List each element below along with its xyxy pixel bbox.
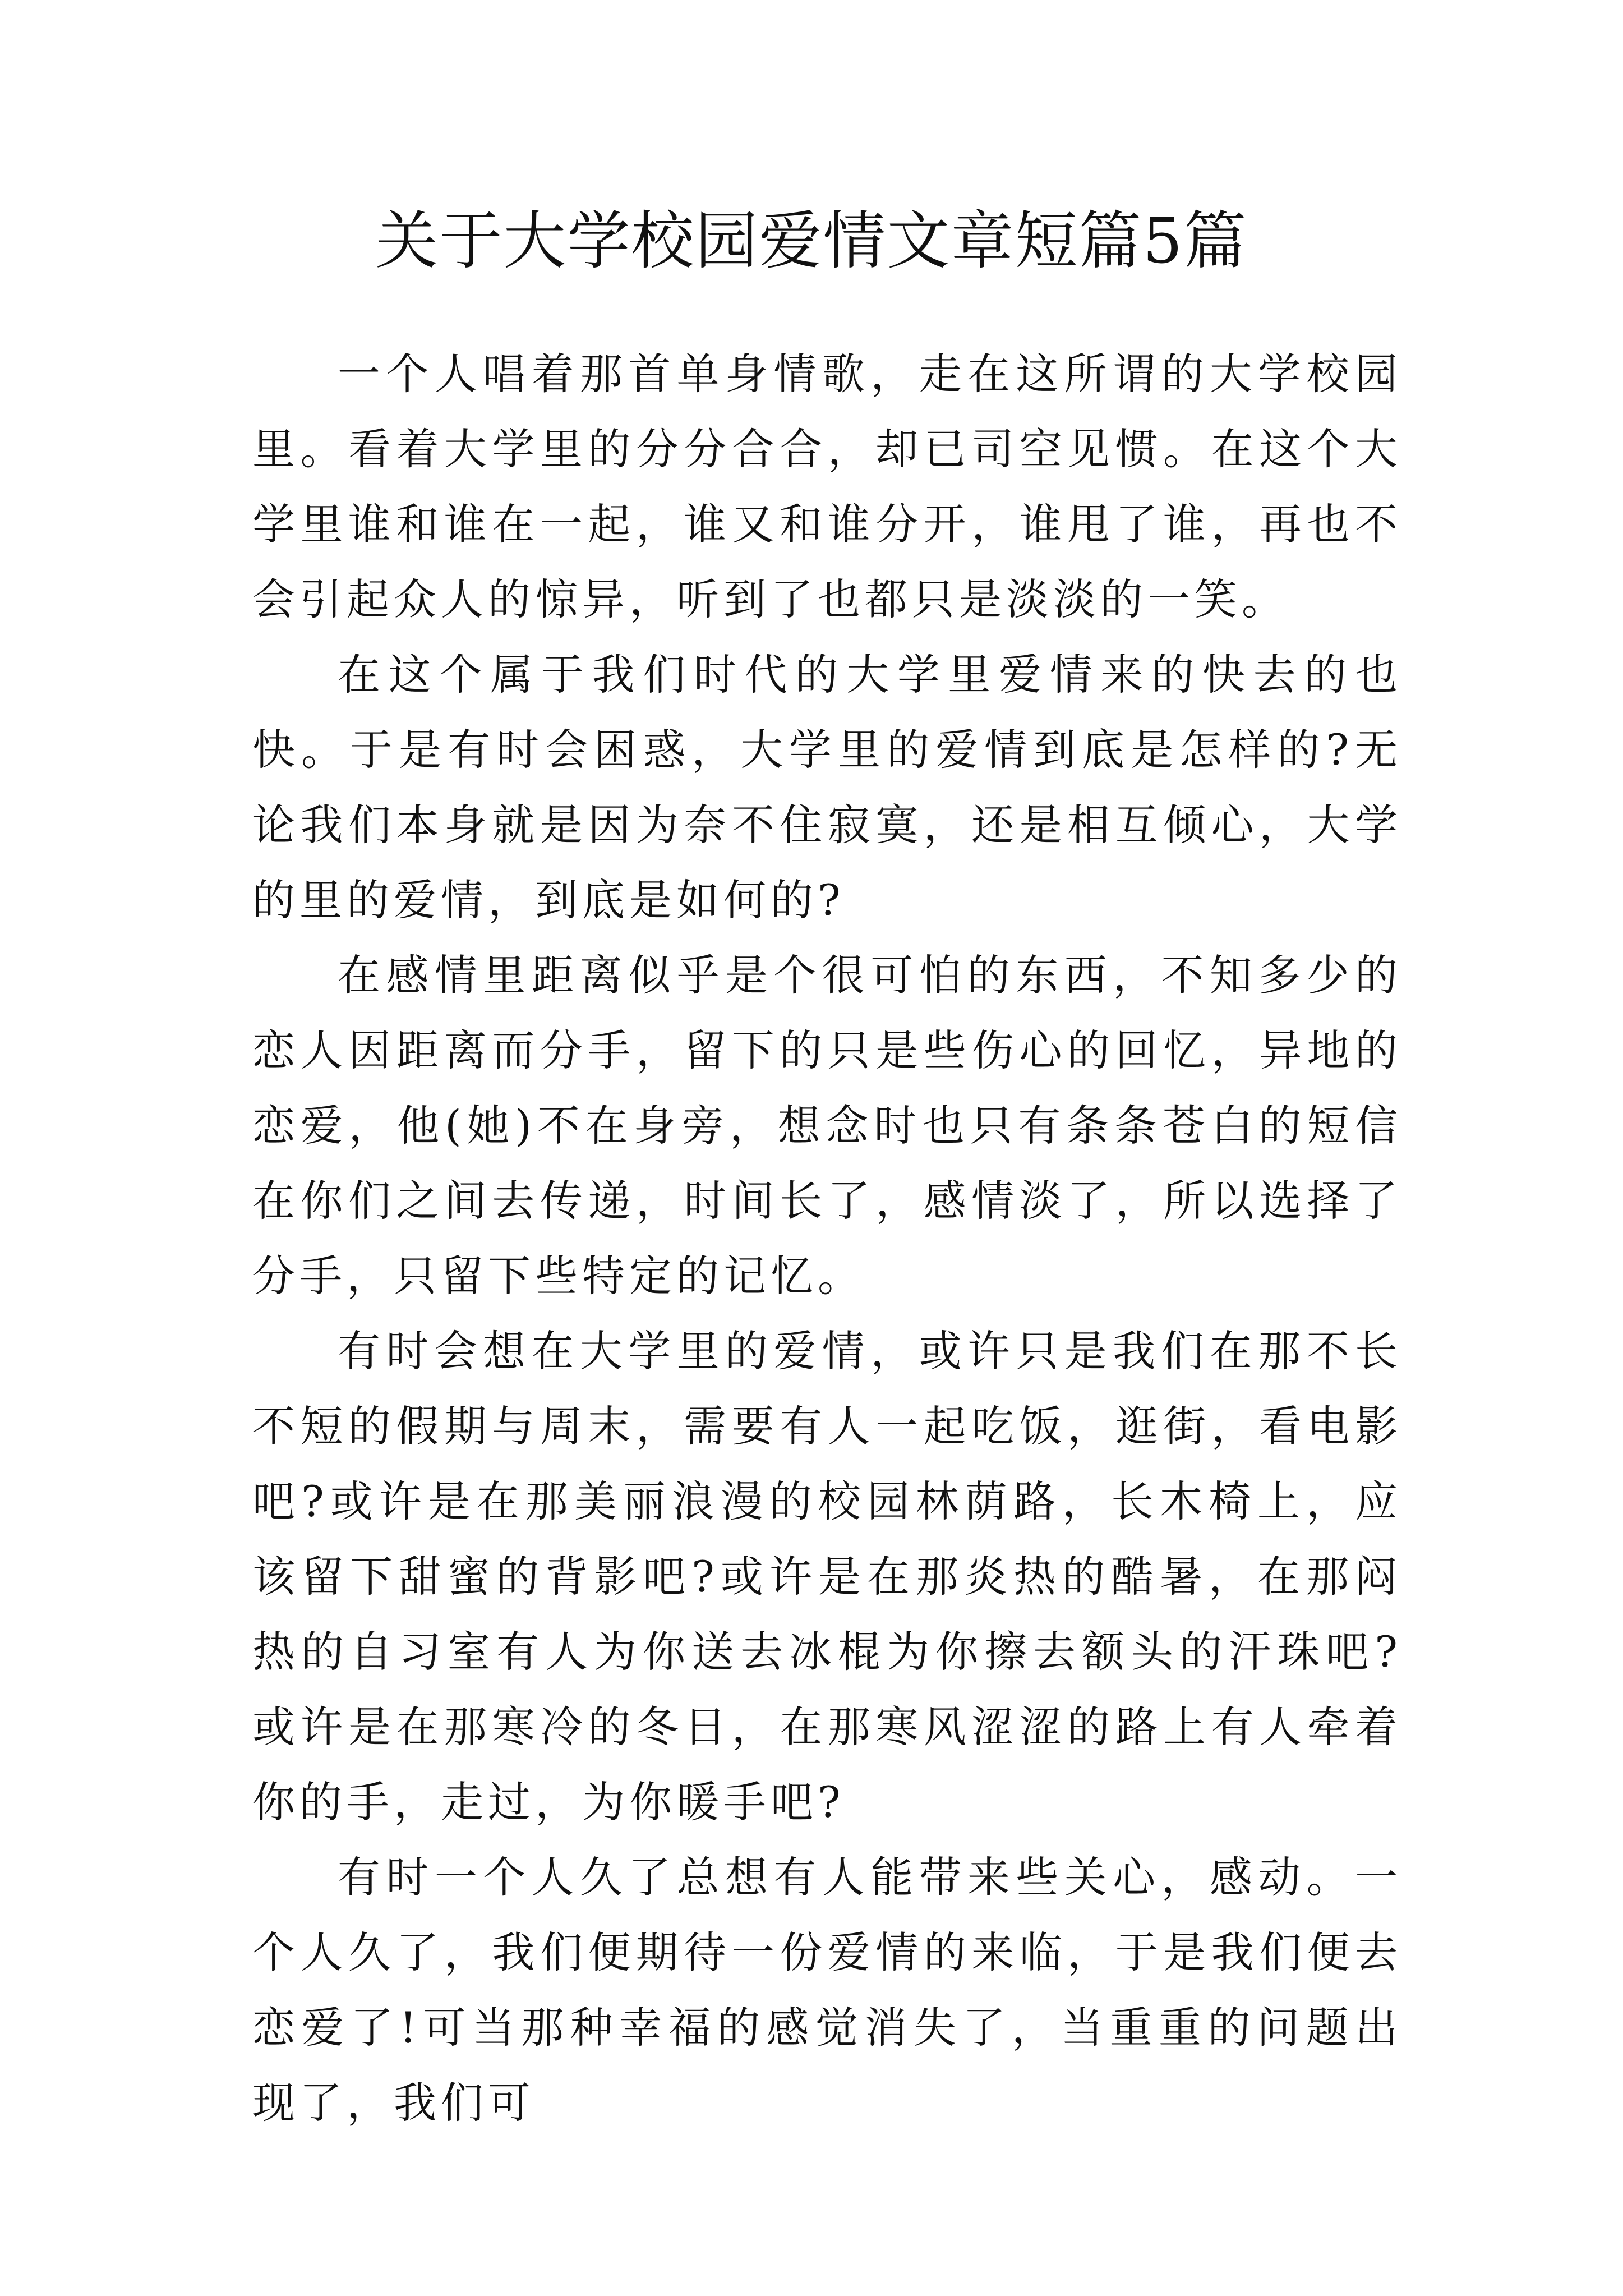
paragraph-5: 有时一个人久了总想有人能带来些关心，感动。一个人久了，我们便期待一份爱情的来临，于是我们便去恋爱了!可当那种幸福的感觉消失了，当重重的问题出现了，我们可: [252, 1852, 1402, 2128]
paragraph-3: 在感情里距离似乎是个很可怕的东西，不知多少的恋人因距离而分手，留下的只是些伤心的回忆，异地的恋爱，他(她)不在身旁，想念时也只有条条苍白的短信在你们之间去传递，时间长了，感情淡了，所以选择了分手，只留下些特定的记忆。: [252, 950, 1402, 1301]
paragraph-4: 有时会想在大学里的爱情，或许只是我们在那不长不短的假期与周末，需要有人一起吃饭，逛街，看电影吧?或许是在那美丽浪漫的校园林荫路，长木椅上，应该留下甜蜜的背影吧?或许是在那炎热的酷暑，在那闷热的自习室有人为你送去冰棍为你擦去额头的汗珠吧?或许是在那寒冷的冬日，在那寒风涩涩的路上有人牵着你的手，走过，为你暖手吧?: [252, 1326, 1402, 1827]
paragraph-1: 一个人唱着那首单身情歌，走在这所谓的大学校园里。看着大学里的分分合合，却已司空见惯。在这个大学里谁和谁在一起，谁又和谁分开，谁甩了谁，再也不会引起众人的惊异，听到了也都只是淡淡的一笑。: [252, 349, 1402, 624]
document-body: [252, 337, 1402, 2141]
paragraph-2: 在这个属于我们时代的大学里爱情来的快去的也快。于是有时会困惑，大学里的爱情到底是怎样的?无论我们本身就是因为奈不住寂寞，还是相互倾心，大学的里的爱情，到底是如何的?: [252, 650, 1402, 925]
document-title: 关于大学校园爱情文章短篇5篇: [375, 205, 1248, 278]
